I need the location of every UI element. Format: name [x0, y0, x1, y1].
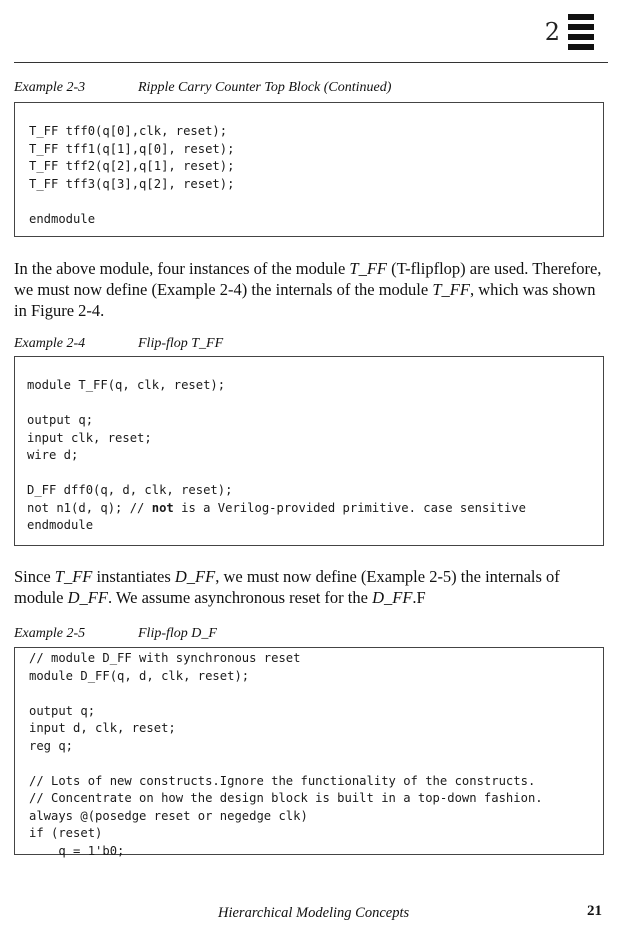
paragraph-2	[14, 566, 610, 608]
code-line: // Lots of new constructs.Ignore the functionality of the constructs.	[29, 773, 536, 788]
code-line: // module D_FF with synchronous reset	[29, 651, 301, 665]
code-line: module T_FF(q, clk, reset);	[27, 378, 226, 392]
example-2-3-caption	[14, 80, 392, 96]
code-line: T_FF tff0(q[0],clk, reset);	[29, 124, 228, 138]
code-block-2-3	[14, 102, 604, 237]
text: .F	[412, 588, 426, 607]
code-line	[27, 465, 603, 483]
text: instantiates	[92, 567, 175, 586]
code-line: input clk, reset;	[27, 430, 152, 445]
code-line: T_FF tff3(q[3],q[2], reset);	[29, 176, 235, 191]
code-line: wire d;	[27, 448, 79, 462]
example-label: Example 2-5	[14, 626, 86, 641]
code-line: always @(posedge reset or negedge clk)	[29, 808, 308, 823]
text: Since	[14, 567, 55, 586]
code-text: not n1(d, q); //	[27, 500, 152, 515]
code-line: T_FF tff1(q[1],q[0], reset);	[29, 141, 235, 156]
paragraph-1	[14, 258, 610, 321]
code-block-2-4	[14, 356, 604, 546]
code-text: is a Verilog-provided primitive. case sensitive	[173, 500, 526, 515]
chapter-marker	[545, 14, 594, 50]
code-line-not	[27, 500, 603, 518]
example-2-5-caption	[14, 626, 217, 642]
chapter-number: 2	[544, 18, 560, 46]
text: , we must now define (Example 2-5) the internals of module	[14, 567, 560, 607]
example-title: Flip-flop D_F	[138, 626, 217, 641]
code-line: output q;	[29, 703, 96, 718]
running-footer-title: Hierarchical Modeling Concepts	[218, 905, 410, 921]
code-ref: T_FF	[54, 567, 93, 586]
chapter-bars-icon	[568, 14, 594, 50]
example-label: Example 2-3	[14, 80, 86, 95]
example-title: Ripple Carry Counter Top Block (Continued)	[138, 80, 392, 95]
text: , which was shown in Figure 2-4.	[14, 280, 596, 320]
text: . We assume asynchronous reset for the	[107, 588, 373, 607]
code-line: T_FF tff2(q[2],q[1], reset);	[29, 159, 235, 173]
code-line: D_FF dff0(q, d, clk, reset);	[27, 483, 233, 497]
code-line	[29, 685, 603, 703]
page-number: 21	[587, 903, 602, 919]
code-ref: D_FF	[174, 567, 216, 586]
code-ref: D_FF	[372, 588, 413, 607]
code-line: input d, clk, reset;	[29, 721, 176, 735]
code-line	[29, 193, 603, 211]
code-line: // Concentrate on how the design block is built in a top-down fashion.	[29, 791, 543, 805]
code-line: endmodule	[29, 211, 96, 226]
example-title: Flip-flop T_FF	[138, 336, 224, 351]
code-keyword: not	[151, 500, 174, 515]
code-line: endmodule	[27, 518, 94, 532]
code-ref: T_FF	[349, 259, 387, 278]
code-line: output q;	[27, 413, 94, 427]
text: In the above module, four instances of the module	[14, 259, 350, 278]
code-line: reg q;	[29, 738, 74, 753]
code-block-2-5	[14, 647, 604, 858]
text: (T-flipflop) are used. Therefore, we must now define (Example 2-4) the internals of the module	[14, 259, 602, 299]
code-line: module D_FF(q, d, clk, reset);	[29, 668, 250, 683]
example-2-4-caption	[14, 336, 224, 352]
code-line	[29, 755, 603, 773]
top-rule	[14, 62, 608, 63]
code-line: if (reset)	[29, 826, 103, 840]
code-ref: T_FF	[432, 280, 470, 299]
code-line: q = 1'b0;	[29, 843, 125, 858]
code-ref: D_FF	[67, 588, 108, 607]
code-line	[27, 395, 603, 413]
example-label: Example 2-4	[14, 336, 86, 351]
